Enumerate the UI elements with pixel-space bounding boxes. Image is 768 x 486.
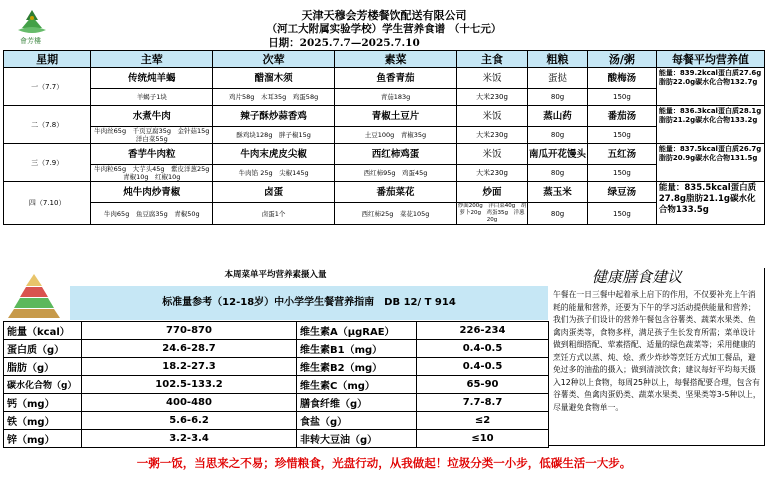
nutrient-label: 维生素A（μgRAE） [297, 322, 417, 340]
table-row [4, 394, 549, 412]
main-meat-ingredients: 牛肉粒65g 大芋头45g 紫皮洋葱25g 青椒10g 红椒10g [91, 165, 213, 182]
nutrient-label: 非转大豆油（g） [297, 430, 417, 448]
nutrient-label: 维生素B1（mg） [297, 340, 417, 358]
table-row [4, 165, 765, 182]
col-header-soup: 汤/粥 [587, 51, 656, 68]
table-header-row [4, 51, 765, 68]
staple-ingredients: 炒面200g 洋白菜40g 胡萝卜20g 鸡蛋35g 洋葱20g [457, 203, 527, 223]
soup-ingredients: 150g [587, 127, 656, 144]
nutrition-cell: 能量：835.5kcal蛋白质27.8g脂肪21.1g碳水化合物133.5g [656, 182, 764, 225]
advice-text: 午餐在一日三餐中起着承上启下的作用，不仅要补充上午消耗的能量和营养，还要为下午的学习活动提供能量和营养；我们为孩子们设计的营养午餐包含谷薯类、蔬菜水果类、鱼禽肉蛋类等，食物多样，满足孩子生长发育所需；菜单设计做到粗细搭配、荤素搭配、适量的绿色蔬菜等；采用健康的烹饪方式以蒸、炖、烩、煮少炸炒等烹饪方式加工餐品，避免过多的油盐的摄入；做到清淡饮食；建议每好平均每天摄入12种以上食物，每周25种以上，每餐搭配要合理，包含有谷薯类、鱼禽肉蛋奶类、蔬菜水果类、坚果类等3-5种以上，尽量避免食物单一。 [553, 290, 761, 412]
nutrient-value: 3.2-3.4 [82, 430, 297, 448]
table-row [4, 322, 549, 340]
staple-ingredients: 大米230g [456, 165, 527, 182]
nutrient-value: 770-870 [82, 322, 297, 340]
main-meat-ingredients: 羊蝎子1块 [91, 89, 213, 106]
sub-meat-ingredients: 牛肉馅 25g 尖椒145g [213, 165, 335, 182]
staple-dish: 米饭 [456, 68, 527, 89]
soup-ingredients: 150g [587, 89, 656, 106]
col-header-main-meat: 主荤 [91, 51, 213, 68]
nutrient-value: 226-234 [417, 322, 549, 340]
soup-dish: 五红汤 [587, 144, 656, 165]
grain-ingredients: 80g [528, 127, 588, 144]
veg-ingredients: 西红柿25g 菜花105g [335, 203, 457, 225]
nutrient-value: 24.6-28.7 [82, 340, 297, 358]
nutrient-value: 5.6-6.2 [82, 412, 297, 430]
nutrient-label: 铁（mg） [4, 412, 82, 430]
main-meat-dish: 水煮牛肉 [91, 106, 213, 127]
table-row [4, 89, 765, 106]
nutrient-value: 0.4-0.5 [417, 358, 549, 376]
nutrient-value: 7.7-8.7 [417, 394, 549, 412]
sub-meat-dish: 牛肉末虎皮尖椒 [213, 144, 335, 165]
table-row [4, 182, 765, 203]
menu-subtitle: （河工大附属实验学校）学生营养食谱 （十七元） [266, 23, 502, 35]
veg-ingredients: 青茄183g [335, 89, 457, 106]
nutrient-value: 102.5-133.2 [82, 376, 297, 394]
col-header-grain: 粗粮 [528, 51, 588, 68]
grain-dish: 蒸玉米 [528, 182, 588, 203]
nutrient-label: 维生素B2（mg） [297, 358, 417, 376]
staple-dish: 米饭 [456, 144, 527, 165]
soup-ingredients: 150g [587, 203, 656, 225]
table-row [4, 127, 765, 144]
table-row [4, 68, 765, 89]
veg-ingredients: 土豆100g 青椒35g [335, 127, 457, 144]
col-header-nutrition: 每餐平均营养值 [656, 51, 764, 68]
nutrient-label: 能量（kcal） [4, 322, 82, 340]
col-header-staple: 主食 [456, 51, 527, 68]
food-pyramid-icon [6, 272, 62, 320]
day-cell: 三（7.9） [4, 144, 91, 182]
main-meat-dish: 炖牛肉炒青椒 [91, 182, 213, 203]
logo-text: 會芳樓 [20, 37, 41, 45]
header [0, 0, 768, 50]
soup-dish: 番茄汤 [587, 106, 656, 127]
grain-ingredients: 80g [528, 165, 588, 182]
staple-dish: 炒面 [456, 182, 527, 203]
grain-dish: 南瓜开花馒头 [528, 144, 588, 165]
table-row [4, 340, 549, 358]
nutrient-label: 脂肪（g） [4, 358, 82, 376]
nutrient-value: 400-480 [82, 394, 297, 412]
nutrient-value: 18.2-27.3 [82, 358, 297, 376]
nutrient-label: 蛋白质（g） [4, 340, 82, 358]
main-meat-ingredients: 牛肉65g 鱼豆腐35g 青椒50g [91, 203, 213, 225]
soup-dish: 绿豆汤 [587, 182, 656, 203]
nutrient-value: ≤10 [417, 430, 549, 448]
grain-dish: 蛋挞 [528, 68, 588, 89]
staple-ingredients: 大米230g [456, 127, 527, 144]
grain-ingredients: 80g [528, 89, 588, 106]
main-meat-dish: 传统炖羊蝎 [91, 68, 213, 89]
veg-dish: 鱼香青茄 [335, 68, 457, 89]
nutrient-value: ≤2 [417, 412, 549, 430]
nutrient-label: 锌（mg） [4, 430, 82, 448]
grain-dish: 蒸山药 [528, 106, 588, 127]
veg-ingredients: 西红柿95g 鸡蛋45g [335, 165, 457, 182]
footer-slogan: 一粥一饭，当思来之不易；珍惜粮食，光盘行动，从我做起！垃圾分类一小步，低碳生活一大步。 [136, 456, 632, 470]
weekly-average-title: 本周菜单平均营养素摄入量 [224, 270, 327, 280]
table-row [4, 412, 549, 430]
nutrient-value: 0.4-0.5 [417, 340, 549, 358]
weekly-nutrition-table [3, 321, 549, 448]
nutrient-label: 钙（mg） [4, 394, 82, 412]
staple-ingredients: 大米230g [456, 89, 527, 106]
nutrition-cell: 能量：837.5kcal蛋白质26.7g脂肪20.9g碳水化合物131.5g [656, 144, 764, 182]
advice-title: 健康膳食建议 [592, 268, 683, 286]
sub-meat-dish: 醋溜木须 [213, 68, 335, 89]
main-meat-ingredients: 牛肉丝65g 千页豆腐35g 金针菇15g 洋白菜55g [91, 127, 213, 144]
table-row [4, 144, 765, 165]
table-row [4, 376, 549, 394]
table-row [4, 203, 765, 225]
standard-reference: 标准量参考（12-18岁）中小学学生餐营养指南 DB 12/ T 914 [70, 286, 548, 320]
col-header-veg: 素菜 [335, 51, 457, 68]
grain-ingredients: 80g [528, 203, 588, 225]
main-meat-dish: 香芋牛肉粒 [91, 144, 213, 165]
table-row [4, 106, 765, 127]
table-row [4, 358, 549, 376]
veg-dish: 番茄菜花 [335, 182, 457, 203]
sub-meat-ingredients: 酥鸡块128g 胖子椒15g [213, 127, 335, 144]
sub-meat-dish: 辣子酥炒蒜香鸡 [213, 106, 335, 127]
sub-meat-ingredients: 卤蛋1个 [213, 203, 335, 225]
company-name: 天津天穆会芳楼餐饮配送有限公司 [301, 9, 467, 22]
date-range: 日期：2025.7.7—2025.7.10 [268, 37, 420, 49]
nutrition-cell: 能量：836.3kcal蛋白质28.1g脂肪21.2g碳水化合物133.2g [656, 106, 764, 144]
nutrition-cell: 能量：839.2kcal蛋白质27.6g脂肪22.0g碳水化合物132.7g [656, 68, 764, 106]
day-cell: 四（7.10） [4, 182, 91, 225]
sub-meat-ingredients: 鸡片58g 木耳35g 鸡蛋58g [213, 89, 335, 106]
col-header-sub-meat: 次荤 [213, 51, 335, 68]
nutrient-value: 65-90 [417, 376, 549, 394]
nutrient-label: 食盐（g） [297, 412, 417, 430]
soup-dish: 酸梅汤 [587, 68, 656, 89]
veg-dish: 青椒土豆片 [335, 106, 457, 127]
weekly-menu-table [3, 50, 765, 225]
nutrient-label: 膳食纤维（g） [297, 394, 417, 412]
staple-dish: 米饭 [456, 106, 527, 127]
nutrient-label: 碳水化合物（g） [4, 376, 82, 394]
soup-ingredients: 150g [587, 165, 656, 182]
table-row [4, 430, 549, 448]
col-header-day: 星期 [4, 51, 91, 68]
day-cell: 一（7.7） [4, 68, 91, 106]
veg-dish: 西红柿鸡蛋 [335, 144, 457, 165]
day-cell: 二（7.8） [4, 106, 91, 144]
nutrient-label: 维生素C（mg） [297, 376, 417, 394]
sub-meat-dish: 卤蛋 [213, 182, 335, 203]
